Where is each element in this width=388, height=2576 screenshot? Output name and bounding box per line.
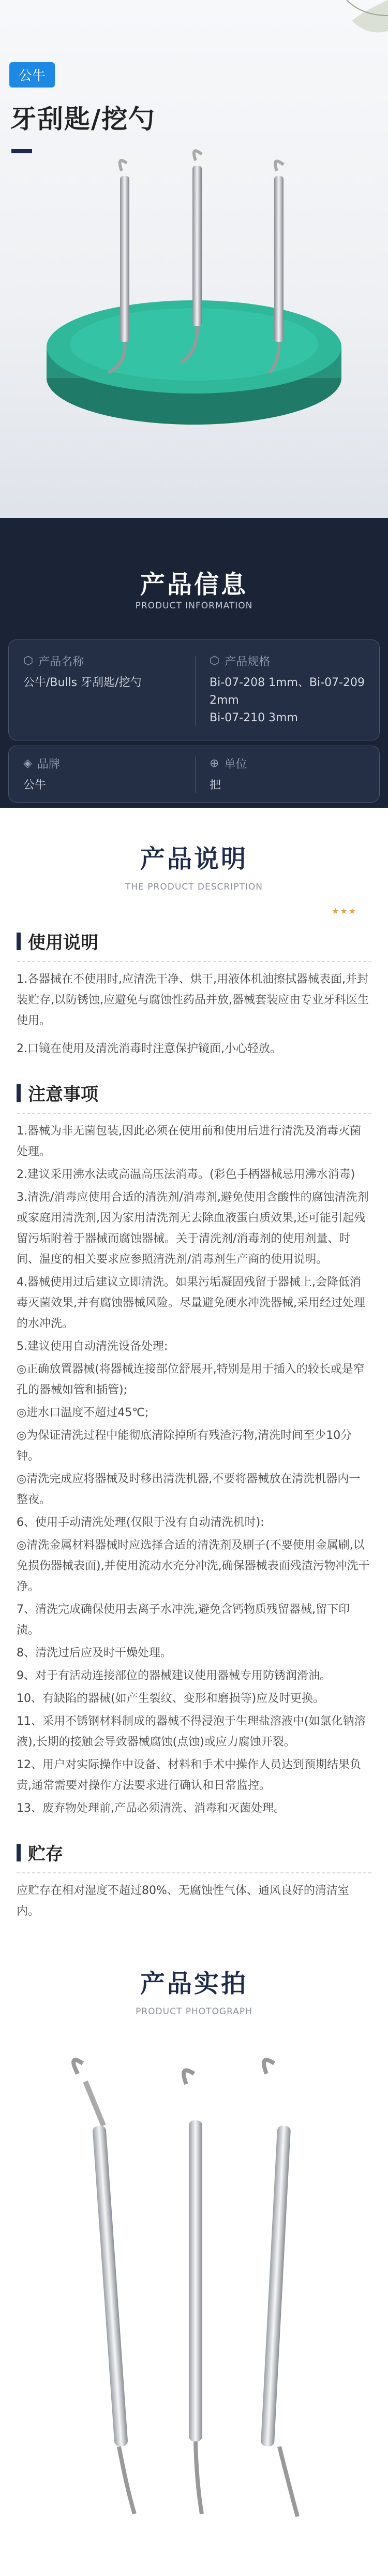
instrument-photo-image bbox=[0, 2032, 388, 2576]
storage-block bbox=[17, 1840, 371, 1922]
divider bbox=[17, 961, 371, 962]
usage-item: 1.各器械在不使用时,应清洗干净、烘干,用液体机油擦拭器械表面,并封装贮存,以防锈蚀,应避免与腐蚀性药品并放,器械套装应由专业牙科医生使用。 bbox=[17, 973, 369, 1027]
divider bbox=[17, 1113, 371, 1114]
unit-icon: ⊕ bbox=[210, 757, 219, 770]
info-subtitle: PRODUCT INFORMATION bbox=[135, 601, 253, 611]
note-item: 1.器械为非无菌包装,因此必须在使用前和使用后进行清洗及消毒灭菌处理。 bbox=[17, 1125, 361, 1158]
product-info-section bbox=[0, 518, 388, 808]
note-item: 12、用户对实际操作中设备、材料和手术中操作人员达到预期结果负责,通常需要对操作方法要求进行确认和日常监控。 bbox=[17, 1758, 361, 1792]
note-item: ◎清洗完成应将器械及时移出清洗机器,不要将器械放在清洗机器内一整夜。 bbox=[17, 1473, 361, 1506]
cube-icon: ⬡ bbox=[23, 654, 34, 667]
usage-title: 使用说明 bbox=[28, 933, 98, 953]
unit-label: 单位 bbox=[224, 758, 247, 771]
brand-tag: 公牛 bbox=[9, 62, 55, 88]
unit-cell bbox=[210, 755, 247, 794]
note-item: 13、废弃物处理前,产品必须清洗、消毒和灭菌处理。 bbox=[17, 1802, 285, 1815]
product-name-cell bbox=[23, 653, 142, 692]
note-item: 11、采用不锈钢材料制成的器械不得浸泡于生理盐溶液中(如氯化钠溶液),长期的接触会导致器械腐蚀(点蚀)或应力腐蚀开裂。 bbox=[17, 1715, 366, 1749]
note-item: ◎为保证清洗过程中能彻底清除掉所有残渣污物,清洗时间至少10分钟。 bbox=[17, 1429, 352, 1463]
product-photos-section bbox=[0, 1922, 388, 2576]
product-spec-value-2: Bi-07-210 3mm bbox=[210, 711, 298, 724]
usage-block bbox=[17, 928, 371, 1059]
product-spec-label: 产品规格 bbox=[225, 656, 271, 668]
unit-value: 把 bbox=[210, 779, 221, 792]
brand-label: 品牌 bbox=[37, 758, 60, 771]
usage-item: 2.口镜在使用及清洗消毒时注意保护镜面,小心轻放。 bbox=[17, 1042, 281, 1055]
heading-bar bbox=[17, 933, 21, 950]
cube-icon: ⬡ bbox=[210, 654, 220, 667]
notes-title: 注意事项 bbox=[28, 1084, 98, 1105]
note-item: 7、清洗完成确保使用去离子水冲洗,避免含钙物质残留器械,留下印渍。 bbox=[17, 1603, 350, 1637]
instrument-image bbox=[0, 0, 388, 518]
note-item: ◎进水口温度不超过45℃; bbox=[17, 1406, 149, 1419]
brand-value: 公牛 bbox=[23, 779, 47, 792]
heading-bar bbox=[17, 1084, 21, 1102]
note-item: ◎正确放置器械(将器械连接部位舒展开,特别是用于插入的较长或是窄孔的器械如管和插管); bbox=[17, 1363, 365, 1396]
brand-cell bbox=[23, 755, 60, 794]
info-title: 产品信息 bbox=[140, 570, 248, 599]
product-name-value: 公牛/Bulls 牙刮匙/挖勺 bbox=[23, 676, 142, 689]
note-item: ◎清洗金属材料器械时应选择合适的清洗剂及刷子(不要使用金属刷,以免损伤器械表面),并使用流动水充分冲洗,确保器械表面残渣污物冲洗干净。 bbox=[17, 1539, 370, 1593]
tag-icon: ◈ bbox=[23, 757, 32, 770]
note-item: 9、对于有活动连接部位的器械建议使用器械专用防锈润滑油。 bbox=[17, 1669, 331, 1682]
instructions-section bbox=[0, 808, 388, 1922]
heading-bar bbox=[17, 1844, 21, 1861]
storage-title: 贮存 bbox=[28, 1844, 63, 1865]
info-card-secondary bbox=[8, 746, 380, 803]
notes-block bbox=[17, 1080, 371, 1819]
photos-title: 产品实拍 bbox=[140, 1969, 248, 1998]
note-item: 5.建议使用自动清洗设备处理: bbox=[17, 1340, 168, 1353]
note-item: 3.清洗/消毒应使用合适的清洗剂/消毒剂,避免使用含酸性的腐蚀清洗剂或家庭用清洗剂,因为家用清洗剂无去除血液蛋白质效果,还可能引起残留污垢附着于器械而腐蚀器械。关于清洗剂/消毒剂的使用剂量、时间、温度的相关要求应参照清洗剂/消毒剂生产商的使用说明。 bbox=[17, 1191, 369, 1266]
instructions-subtitle: THE PRODUCT DESCRIPTION bbox=[125, 882, 263, 892]
card-divider bbox=[195, 756, 196, 793]
divider bbox=[17, 1872, 371, 1873]
info-card-main bbox=[8, 639, 380, 740]
card-divider bbox=[195, 656, 196, 725]
note-item: 4.器械使用过后建议立即清洗。如果污垢凝固残留于器械上,会降低消毒灭菌效果,并有腐蚀器械风险。尽量避免硬水冲洗器械,采用经过处理的水冲洗。 bbox=[17, 1276, 365, 1330]
note-item: 6、使用手动清洗处理(仅限于没有自动清洗机时): bbox=[17, 1516, 264, 1529]
note-item: 10、有缺陷的器械(如产生裂纹、变形和磨损等)应及时更换。 bbox=[17, 1692, 325, 1705]
note-item: 2.建议采用沸水法或高温高压法消毒。(彩色手柄器械忌用沸水消毒) bbox=[17, 1168, 355, 1181]
hero-banner bbox=[0, 0, 388, 518]
star-decoration: ★★★ bbox=[331, 906, 357, 916]
note-item: 8、清洗过后应及时干燥处理。 bbox=[17, 1647, 172, 1660]
storage-text: 应贮存在相对湿度不超过80%、无腐蚀性气体、通风良好的清洁室内。 bbox=[17, 1884, 349, 1918]
instructions-title: 产品说明 bbox=[140, 845, 248, 874]
photos-subtitle: PRODUCT PHOTOGRAPH bbox=[136, 2006, 252, 2017]
product-spec-cell bbox=[210, 653, 375, 727]
page-title: 牙刮匙/挖勺 bbox=[10, 104, 156, 134]
product-name-label: 产品名称 bbox=[38, 656, 84, 668]
product-spec-value-1: Bi-07-208 1mm、Bi-07-209 2mm bbox=[210, 676, 365, 707]
product-photo bbox=[0, 2032, 388, 2576]
